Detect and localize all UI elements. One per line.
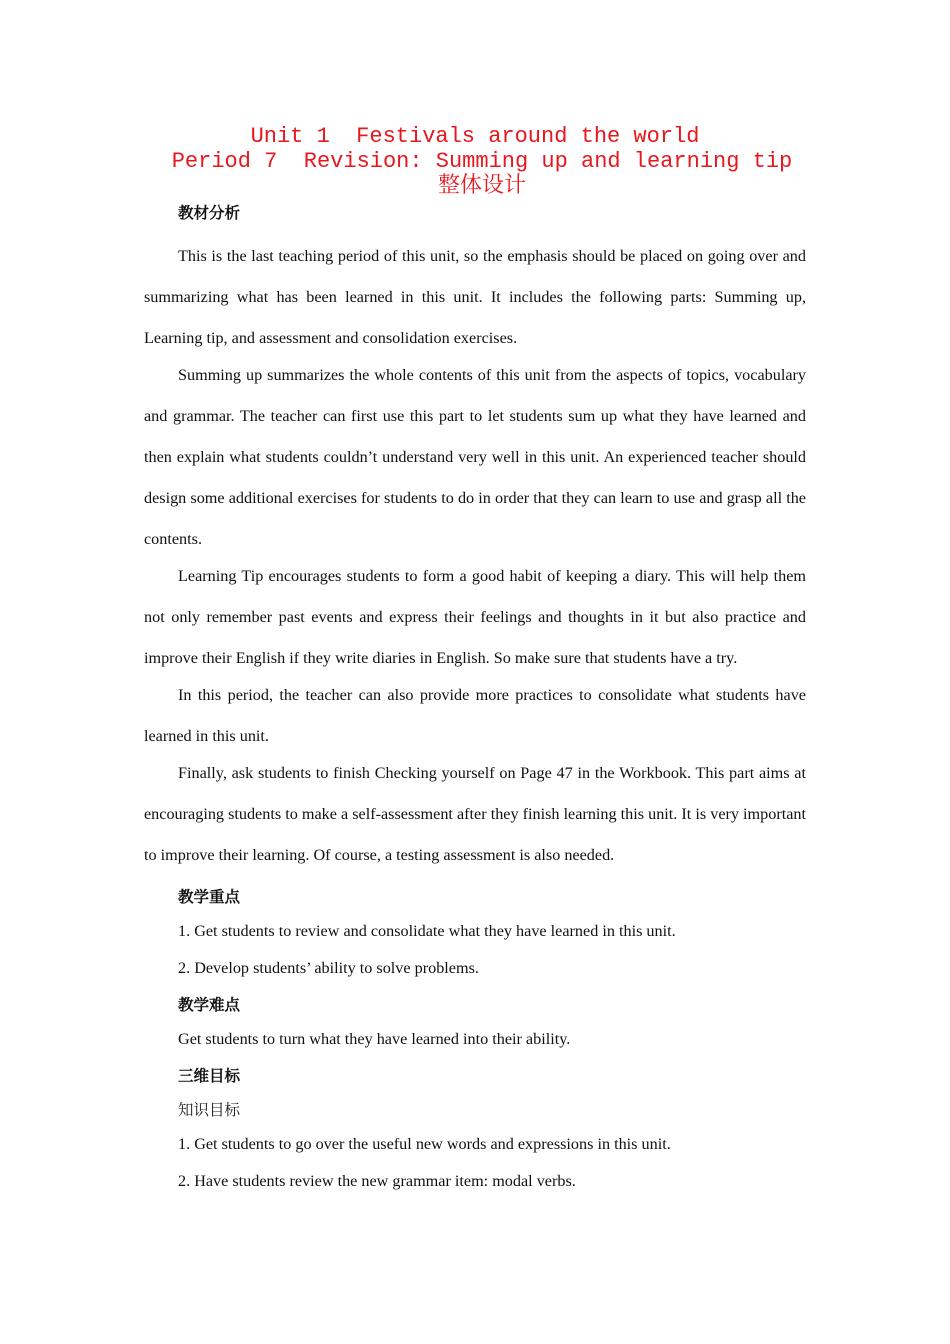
document-page xyxy=(144,124,806,1207)
analysis-paragraph: Summing up summarizes the whole contents of this unit from the aspects of topics, vocabulary and grammar. The teacher can first use this part to let students sum up what they have learned and then explain what students couldn’t understand very well in this unit. An experienced teacher should design some additional exercises for students to do in order that they can learn to use and grasp all the contents. xyxy=(144,366,806,548)
objective-item: 1. Get students to go over the useful new words and expressions in this unit. xyxy=(178,1135,671,1153)
analysis-paragraph: This is the last teaching period of this unit, so the emphasis should be placed on going over and summarizing what has been learned in this unit. It includes the following parts: Summing up, Learning tip, and assessment and consolidation exercises. xyxy=(144,247,806,347)
section-heading-objectives: 三维目标 xyxy=(178,1067,241,1085)
analysis-paragraph: Finally, ask students to finish Checking yourself on Page 47 in the Workbook. This part aims at encouraging students to make a self-assessment after they finish learning this unit. It is very important to improve their learning. Of course, a testing assessment is also needed. xyxy=(144,764,806,864)
title-line-unit: Unit 1 Festivals around the world xyxy=(250,124,700,149)
section-heading-difficulties: 教学难点 xyxy=(178,996,241,1014)
analysis-paragraph: Learning Tip encourages students to form a good habit of keeping a diary. This will help them not only remember past events and express their feelings and thoughts in it but also practice and improve their English if they write diaries in English. So make sure that students have a try. xyxy=(144,567,806,667)
title-line-period: Period 7 Revision: Summing up and learning tip整体设计 xyxy=(171,149,793,199)
key-point-item: 1. Get students to review and consolidate what they have learned in this unit. xyxy=(178,922,676,940)
objective-item: 2. Have students review the new grammar item: modal verbs. xyxy=(178,1172,576,1190)
objectives-subheading-knowledge: 知识目标 xyxy=(178,1101,241,1119)
key-point-item: 2. Develop students’ ability to solve problems. xyxy=(178,959,479,977)
analysis-paragraph: In this period, the teacher can also provide more practices to consolidate what students have learned in this unit. xyxy=(144,686,806,745)
section-heading-analysis: 教材分析 xyxy=(178,204,241,222)
section-heading-key-points: 教学重点 xyxy=(178,888,241,906)
document-title xyxy=(144,124,806,199)
difficulty-item: Get students to turn what they have learned into their ability. xyxy=(178,1030,571,1048)
